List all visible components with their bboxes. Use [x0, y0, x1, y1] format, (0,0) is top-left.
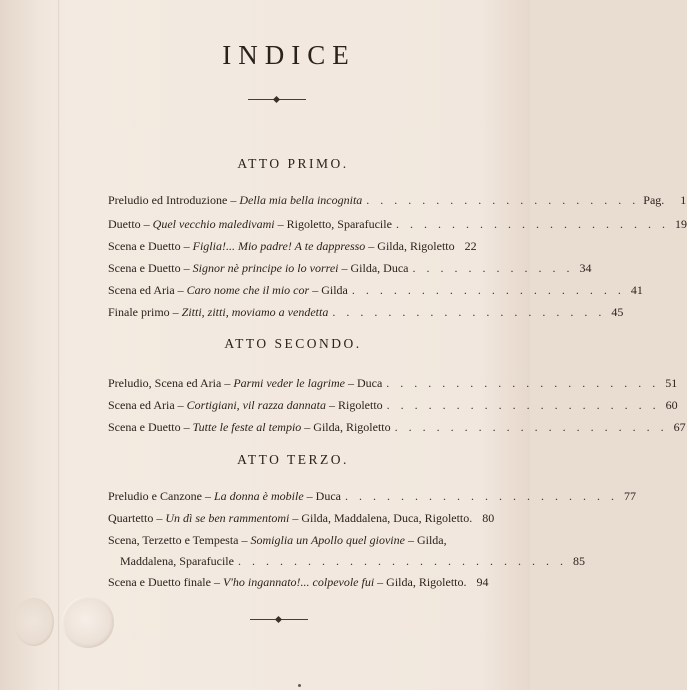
entry-page: 85	[572, 554, 585, 568]
entry-page: 1	[680, 193, 687, 207]
entry-3-3: Scena, Terzetto e Tempesta – Somiglia un Apollo quel giovine – Gilda,	[108, 533, 447, 547]
entry-1-4: Scena e Duetto – Signor nè principe io lo vorrei – Gilda, Duca . . . . . . . . . . . . 34	[108, 261, 592, 275]
index-title: INDICE	[222, 40, 356, 70]
entry-3-4: Scena e Duetto finale – V'ho ingannato!... colpevole fui – Gilda, Rigoletto. 94	[108, 575, 489, 589]
entry-1-1: Preludio ed Introduzione – Della mia bella incognita . . . . . . . . . . . . . . . . . . . . Pag. 1	[108, 193, 687, 207]
entry-3-3-continuation: Maddalena, Sparafucile . . . . . . . . . . . . . . . . . . . . . . . . 85	[120, 554, 585, 568]
entry-page: 45	[611, 305, 624, 319]
entry-page: 77	[623, 489, 636, 503]
leader-dots: . . . . . . . . . . . . . . . . . . . .	[386, 376, 660, 390]
emboss-seal-left	[14, 598, 54, 646]
leader-dots: . . . . . . . . . . . . . . . . . . . .	[344, 489, 618, 503]
entry-page: 41	[630, 283, 643, 297]
entry-page: 19	[674, 217, 687, 231]
ink-speck	[298, 684, 301, 687]
entry-page: 22	[464, 239, 477, 253]
entry-page: 67	[673, 420, 686, 434]
entry-title: Preludio ed Introduzione	[108, 193, 228, 207]
entry-1-6: Finale primo – Zitti, zitti, moviamo a vendetta . . . . . . . . . . . . . . . . . . . . 45	[108, 305, 624, 319]
leader-dots: . . . . . . . . . . . . . . . . . . . .	[351, 283, 625, 297]
act-heading-3: ATTO TERZO.	[237, 452, 349, 467]
leader-dots: . . . . . . . . . . . . . . . . . . . . . . . .	[237, 554, 567, 568]
act-heading-1: ATTO PRIMO.	[237, 156, 349, 171]
entry-page: 94	[476, 575, 489, 589]
entry-incipit: Della mia bella incognita	[239, 193, 363, 207]
leader-dots: . . . . . . . . . . . . . . . . . . . .	[394, 420, 668, 434]
leader-dots: . . . . . . . . . . . . . . . . . . . .	[395, 217, 669, 231]
entry-2-3: Scena e Duetto – Tutte le feste al tempio – Gilda, Rigoletto . . . . . . . . . . . . . . . . . . . . 67	[108, 420, 686, 434]
leader-dots: . . . . . . . . . . . . . . . . . . . .	[332, 305, 606, 319]
entry-1-3: Scena e Duetto – Figlia!... Mio padre! A te dappresso – Gilda, Rigoletto 22	[108, 239, 477, 253]
entry-page: 60	[665, 398, 678, 412]
page-prefix: Pag.	[643, 193, 665, 207]
leader-dots: . . . . . . . . . . . .	[412, 261, 574, 275]
ornament-top	[248, 96, 306, 104]
entry-3-1: Preludio e Canzone – La donna è mobile – Duca . . . . . . . . . . . . . . . . . . . . 77	[108, 489, 636, 503]
entry-page: 34	[579, 261, 592, 275]
ornament-bottom	[250, 616, 308, 624]
entry-3-2: Quartetto – Un dì se ben rammentomi – Gilda, Maddalena, Duca, Rigoletto. 80	[108, 511, 495, 525]
entry-page: 80	[482, 511, 495, 525]
leader-dots: . . . . . . . . . . . . . . . . . . . .	[386, 398, 660, 412]
entry-1-2: Duetto – Quel vecchio maledivami – Rigoletto, Sparafucile . . . . . . . . . . . . . . . . . . . . 19	[108, 217, 687, 231]
entry-1-5: Scena ed Aria – Caro nome che il mio cor – Gilda . . . . . . . . . . . . . . . . . . . . 41	[108, 283, 643, 297]
entry-2-1: Preludio, Scena ed Aria – Parmi veder le lagrime – Duca . . . . . . . . . . . . . . . . . . . . 51	[108, 376, 678, 390]
entry-page: 51	[665, 376, 678, 390]
emboss-seal	[62, 596, 114, 648]
act-heading-2: ATTO SECONDO.	[224, 336, 362, 351]
leader-dots: . . . . . . . . . . . . . . . . . . . .	[366, 193, 640, 207]
entry-2-2: Scena ed Aria – Cortigiani, vil razza dannata – Rigoletto . . . . . . . . . . . . . . . . . . . . 60	[108, 398, 678, 412]
